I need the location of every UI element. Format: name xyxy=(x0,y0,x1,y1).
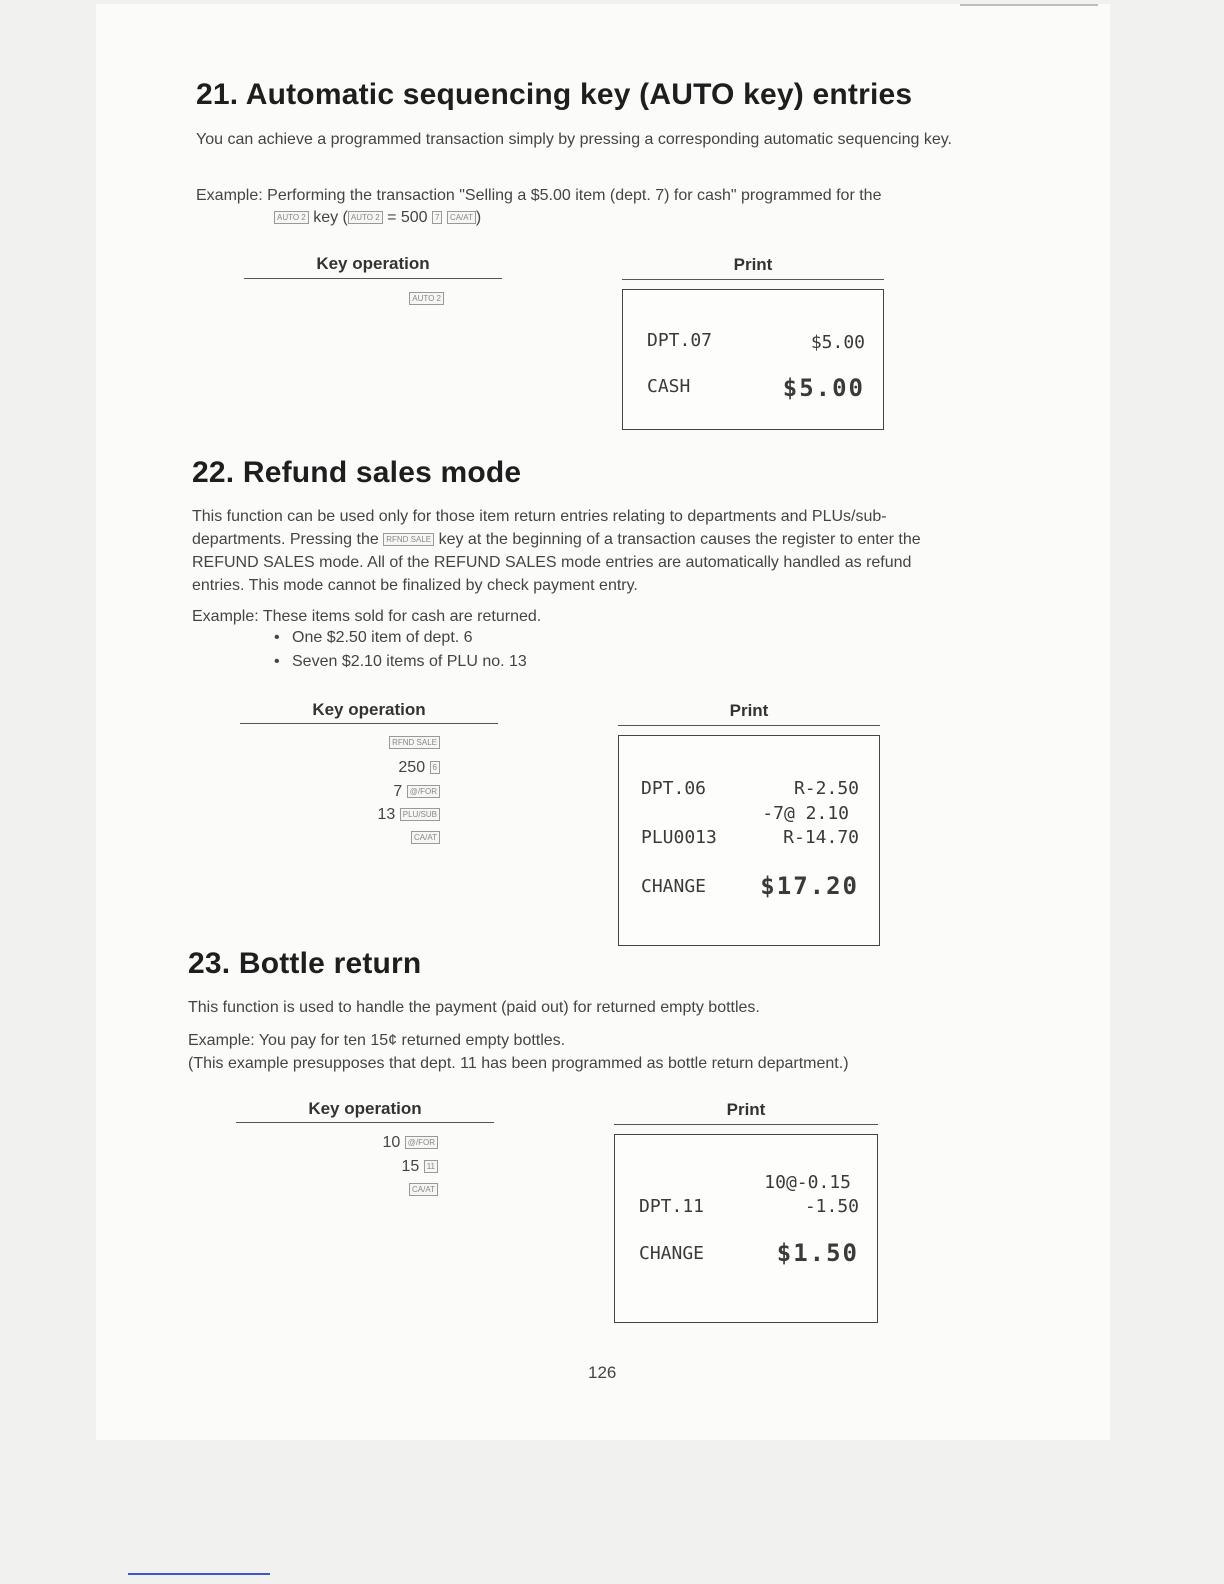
section-23-title: 23. Bottle return xyxy=(188,947,422,980)
divider xyxy=(236,1122,494,1123)
receipt-quantity: 10@-0.15 xyxy=(764,1172,851,1193)
receipt xyxy=(614,1134,878,1323)
cash-key: CA/AT xyxy=(447,211,476,224)
key-operation-line xyxy=(340,1181,438,1199)
for-key: @/FOR xyxy=(407,785,440,798)
auto-key: AUTO 2 xyxy=(348,211,383,224)
receipt-change-label: CHANGE xyxy=(639,1243,705,1264)
key-operation-line: 13 PLU/SUB xyxy=(340,806,440,824)
bottom-link-underline[interactable] xyxy=(128,1573,270,1575)
receipt-change-total: $1.50 xyxy=(776,1239,859,1267)
section-23-note: (This example presupposes that dept. 11 has been programmed as bottle return department.) xyxy=(188,1055,849,1072)
auto-key: AUTO 2 xyxy=(409,292,444,305)
receipt xyxy=(622,289,884,430)
key-operation-line xyxy=(380,290,444,308)
receipt-plu: PLU0013 xyxy=(641,827,717,848)
section-22-body-line: entries. This mode cannot be finalized by check payment entry. xyxy=(192,577,638,594)
receipt-change-total: $17.20 xyxy=(760,872,859,900)
receipt-cash-label: CASH xyxy=(647,376,691,397)
section-22-body-line: This function can be used only for those item return entries relating to departments and PLUs/sub- xyxy=(192,508,887,525)
bullet-item: • One $2.50 item of dept. 6 xyxy=(292,629,473,647)
for-key: @/FOR xyxy=(405,1136,438,1149)
print-heading: Print xyxy=(729,701,769,720)
section-21-example-keys: AUTO 2 key ( AUTO 2 = 500 7 CA/AT ) xyxy=(274,206,481,229)
key-operation-heading: Key operation xyxy=(308,1099,422,1118)
divider xyxy=(618,725,880,726)
receipt-dept: DPT.11 xyxy=(639,1196,705,1217)
refund-sale-key: RFND SALE xyxy=(389,736,440,749)
plu-sub-key: PLU/SUB xyxy=(400,808,440,821)
bullet-item: • Seven $2.10 items of PLU no. 13 xyxy=(292,653,527,671)
dept-11-key: 11 xyxy=(424,1160,438,1173)
key-operation-line: 250 6 xyxy=(340,759,440,777)
receipt xyxy=(618,735,880,946)
receipt-change-label: CHANGE xyxy=(641,876,707,897)
manual-page xyxy=(96,4,1110,1440)
divider xyxy=(614,1124,878,1125)
key-operation-line: 15 11 xyxy=(340,1158,438,1176)
receipt-dept: DPT.06 xyxy=(641,778,707,799)
print-heading: Print xyxy=(733,255,773,274)
section-21-example: Example: Performing the transaction "Selling a $5.00 item (dept. 7) for cash" programmed for the xyxy=(196,187,882,204)
dept-6-key: 6 xyxy=(430,761,440,774)
cash-key: CA/AT xyxy=(411,831,440,844)
divider xyxy=(622,279,884,280)
section-23-body: This function is used to handle the payment (paid out) for returned empty bottles. xyxy=(188,999,760,1016)
divider xyxy=(240,723,498,724)
dept-7-key: 7 xyxy=(432,211,442,224)
print-heading: Print xyxy=(726,1100,766,1119)
section-21-title: 21. Automatic sequencing key (AUTO key) entries xyxy=(196,78,913,111)
auto-key: AUTO 2 xyxy=(274,211,309,224)
refund-sale-key: RFND SALE xyxy=(383,533,434,546)
key-operation-line xyxy=(340,829,440,847)
section-22-title: 22. Refund sales mode xyxy=(192,456,522,489)
key-operation-line: 10 @/FOR xyxy=(340,1134,438,1152)
receipt-amount: R-2.50 xyxy=(793,778,859,799)
section-22-example: Example: These items sold for cash are returned. xyxy=(192,608,542,625)
key-operation-heading: Key operation xyxy=(312,700,426,719)
key-operation-line: 7 @/FOR xyxy=(340,783,440,801)
receipt-amount: $5.00 xyxy=(810,332,865,353)
cash-key: CA/AT xyxy=(409,1183,438,1196)
section-22-body-line: REFUND SALES mode. All of the REFUND SALES mode entries are automatically handled as refund xyxy=(192,554,912,571)
divider xyxy=(244,278,502,279)
receipt-amount: -1.50 xyxy=(804,1196,859,1217)
section-23-example: Example: You pay for ten 15¢ returned empty bottles. xyxy=(188,1032,566,1049)
page-number: 126 xyxy=(588,1363,617,1382)
receipt-cash-total: $5.00 xyxy=(782,374,865,402)
key-operation-heading: Key operation xyxy=(316,254,430,273)
key-operation-line xyxy=(340,734,440,752)
top-divider xyxy=(960,4,1098,6)
receipt-amount: R-14.70 xyxy=(783,827,859,848)
receipt-quantity: -7@ 2.10 xyxy=(762,803,849,824)
section-21-body: You can achieve a programmed transaction simply by pressing a corresponding automatic sequencing key. xyxy=(196,131,952,148)
section-22-body-line: departments. Pressing the RFND SALE key at the beginning of a transaction causes the register to enter the xyxy=(192,531,921,548)
receipt-dept: DPT.07 xyxy=(647,330,713,351)
